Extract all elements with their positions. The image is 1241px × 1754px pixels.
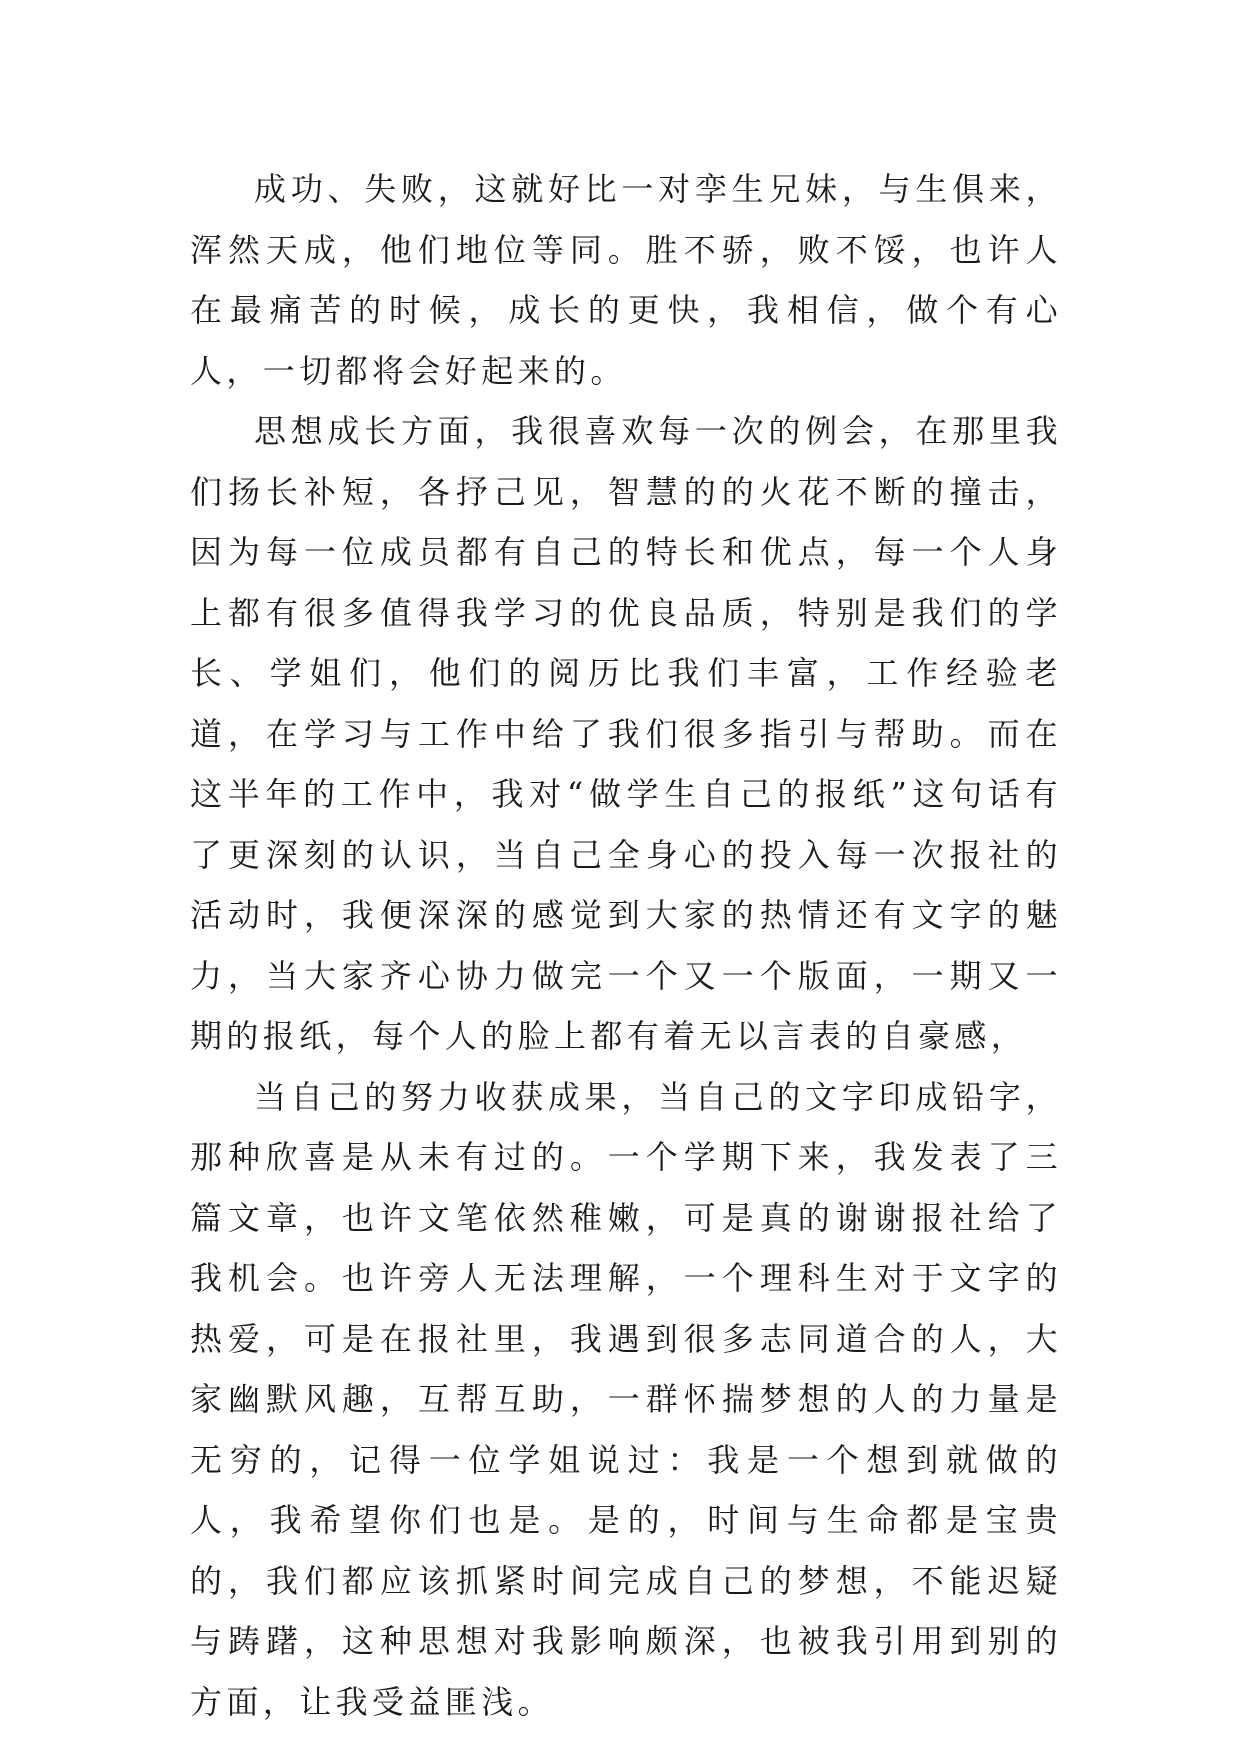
paragraph-thought-growth: 思想成长方面，我很喜欢每一次的例会，在那里我们扬长补短，各抒己见，智慧的的火花不断的撞击，因为每一位成员都有自己的特长和优点，每一个人身上都有很多值得我学习的优良品质，特别是我们的学长、学姐们，他们的阅历比我们丰富，工作经验老道，在学习与工作中给了我们很多指引与帮助。而在这半年的工作中，我对“做学生自己的报纸”这句话有了更深刻的认识，当自己全身心的投入每一次报社的活动时，我便深深的感觉到大家的热情还有文字的魅力，当大家齐心协力做完一个又一个版面，一期又一期的报纸，每个人的脸上都有着无以言表的自豪感，	[190, 412, 1062, 1055]
paragraph-success-failure: 成功、失败，这就好比一对孪生兄妹，与生俱来，浑然天成，他们地位等同。胜不骄，败不馁，也许人在最痛苦的时候，成长的更快，我相信，做个有心人，一切都将会好起来的。	[190, 170, 1062, 390]
document-body	[190, 159, 1062, 1732]
paragraph-achievement: 当自己的努力收获成果，当自己的文字印成铅字，那种欣喜是从未有过的。一个学期下来，我发表了三篇文章，也许文笔依然稚嫩，可是真的谢谢报社给了我机会。也许旁人无法理解，一个理科生对于文字的热爱，可是在报社里，我遇到很多志同道合的人，大家幽默风趣，互帮互助，一群怀揣梦想的人的力量是无穷的，记得一位学姐说过：我是一个想到就做的人，我希望你们也是。是的，时间与生命都是宝贵的，我们都应该抓紧时间完成自己的梦想，不能迟疑与踌躇，这种思想对我影响颇深，也被我引用到别的方面，让我受益匪浅。	[190, 1077, 1062, 1721]
